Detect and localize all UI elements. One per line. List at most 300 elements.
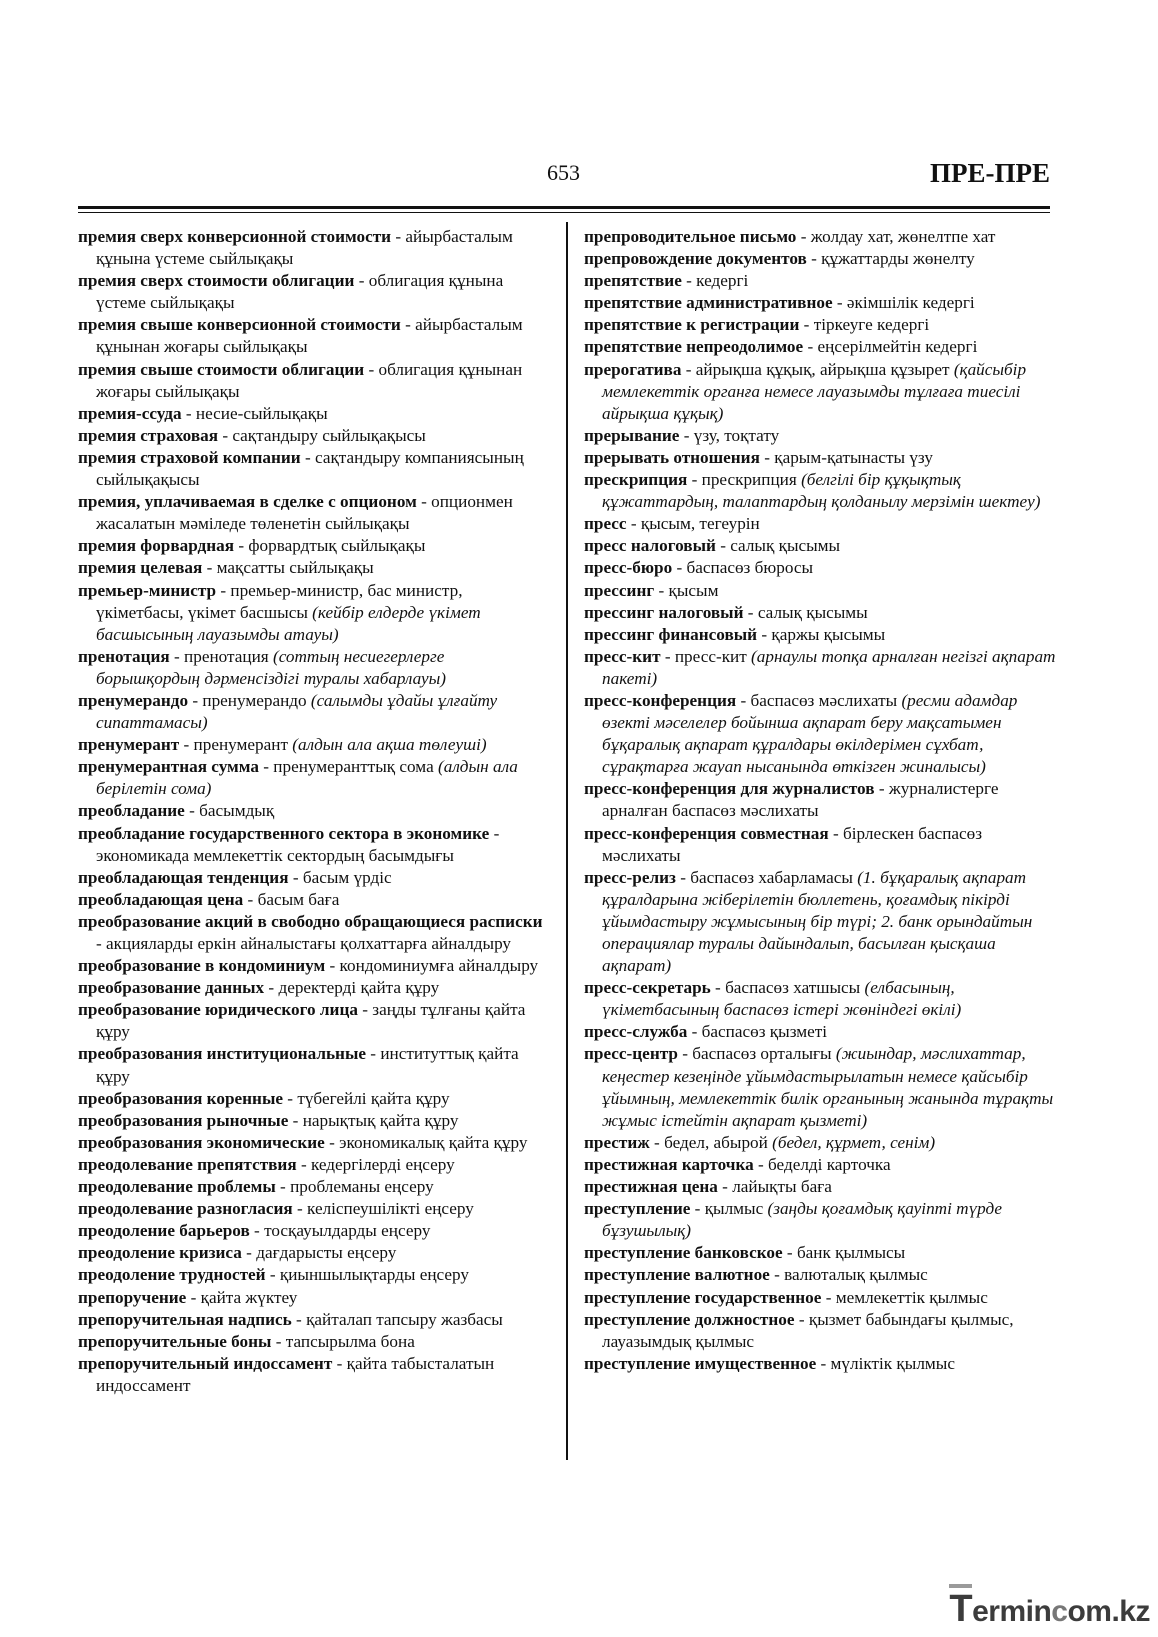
left-column <box>78 226 550 1397</box>
entry-definition: үзу, тоқтату <box>693 425 780 445</box>
dictionary-entry <box>584 823 1056 867</box>
entry-separator: - <box>806 249 822 269</box>
entry-definition: баспасөз мәслихаты <box>750 690 902 710</box>
entry-separator: - <box>234 536 249 556</box>
entry-definition: сақтандыру компаниясының сыйлықақысы <box>96 447 524 490</box>
entry-separator: - <box>759 447 775 467</box>
entry-term: преступление валютное <box>584 1265 770 1285</box>
entry-term: премия страховой компании <box>78 447 301 467</box>
entry-separator: - <box>324 1132 340 1152</box>
entry-note: (бедел, құрмет, сенiм) <box>772 1132 936 1152</box>
entry-separator: - <box>292 1199 308 1219</box>
dictionary-entry <box>584 602 1056 624</box>
entry-definition: облигация құнына үстеме сыйлықақы <box>96 271 504 313</box>
entry-term: преобразование в кондоминиум <box>78 956 326 976</box>
entry-separator: - <box>679 425 694 445</box>
entry-note: (алдын ала ақша төлеушi) <box>292 735 487 755</box>
entry-separator: - <box>216 580 231 600</box>
entry-separator: - <box>687 470 702 490</box>
entry-definition: кондоминиумға айналдыру <box>339 956 539 976</box>
dictionary-entry <box>584 646 1056 690</box>
dictionary-entry <box>78 1242 550 1264</box>
entry-term: пренумерандо <box>78 690 189 710</box>
dictionary-entry <box>78 1154 550 1176</box>
entry-term: пресс-конференция <box>584 690 737 710</box>
dictionary-entry <box>78 535 550 557</box>
entry-separator: - <box>354 271 369 291</box>
entry-term: препоручительные боны <box>78 1331 272 1351</box>
dictionary-entry <box>78 646 550 690</box>
entry-definition: пренотация <box>184 646 273 666</box>
entry-term: прескрипция <box>584 470 688 490</box>
entry-definition: мемлекеттiк қылмыс <box>835 1287 988 1307</box>
entry-separator: - <box>757 624 772 644</box>
dictionary-entry <box>78 1353 550 1397</box>
column-divider <box>566 222 568 1460</box>
dictionary-entry <box>78 1309 550 1331</box>
dictionary-entry <box>78 1264 550 1286</box>
dictionary-entry <box>78 1132 550 1154</box>
entry-separator: - <box>769 1265 785 1285</box>
entry-term: преодоление трудностей <box>78 1265 266 1285</box>
entry-separator: - <box>717 1177 733 1197</box>
dictionary-entry <box>584 226 1056 248</box>
entry-definition: айырбасталым құнынан жоғары сыйлықақы <box>96 315 523 357</box>
dictionary-entry <box>78 889 550 911</box>
entry-term: преодоление кризиса <box>78 1243 242 1263</box>
entry-definition: айрықша құқық, айрықша құзырет <box>695 359 954 379</box>
dictionary-entry <box>584 535 1056 557</box>
entry-note: (заңды қоғамдық қауiптi түрде бұзушылық) <box>602 1199 1003 1241</box>
entry-term: преобладающая тенденция <box>78 867 289 887</box>
entry-term: пресс-секретарь <box>584 978 711 998</box>
entry-separator: - <box>249 1221 265 1241</box>
entry-definition: мақсатты сыйлықақы <box>216 558 374 578</box>
entry-definition: баспасөз орталығы <box>692 1044 836 1064</box>
entry-definition: лайықты баға <box>732 1177 832 1197</box>
entry-term: премьер-министр <box>78 580 217 600</box>
entry-definition: баспасөз қызметi <box>701 1022 828 1042</box>
entry-term: пренотация <box>78 646 170 666</box>
entry-separator: - <box>677 1044 693 1064</box>
dictionary-entry <box>584 1264 1056 1286</box>
dictionary-entry <box>584 513 1056 535</box>
entry-separator: - <box>364 359 379 379</box>
dictionary-entry <box>78 1287 550 1309</box>
entry-definition: беделдi карточка <box>768 1154 891 1174</box>
entry-separator: - <box>288 1110 303 1130</box>
entry-note: (арнаулы топқа арналған негiзгi ақпарат пакетi) <box>602 646 1056 688</box>
dictionary-entry <box>78 226 550 270</box>
entry-term: пресс-кит <box>584 646 661 666</box>
entry-definition: журналистерге арналған баспасөз мәслихаты <box>602 779 999 821</box>
dictionary-entry <box>78 1043 550 1087</box>
entry-term: преступление <box>584 1199 691 1219</box>
entry-separator: - <box>416 492 432 512</box>
entry-separator: - <box>258 757 274 777</box>
dictionary-entry <box>78 756 550 800</box>
dictionary-entry <box>584 1132 1056 1154</box>
entry-term: преобразование акций в свободно обращающиеся расписки <box>78 911 543 931</box>
entry-term: пресс <box>584 514 627 534</box>
entry-definition: қысым <box>668 580 719 600</box>
entry-definition: форвардтық сыйлықақы <box>248 536 426 556</box>
entry-separator: - <box>816 1353 831 1373</box>
entry-term: пресс-служба <box>584 1022 688 1042</box>
entry-definition: салық қысымы <box>730 536 841 556</box>
entry-term: препятствие непреодолимое <box>584 337 804 357</box>
entry-term: прерывать отношения <box>584 447 760 467</box>
dictionary-entry <box>78 447 550 491</box>
entry-separator: - <box>186 1287 201 1307</box>
entry-term: преобладающая цена <box>78 889 244 909</box>
entry-term: преобразования экономические <box>78 1132 325 1152</box>
entry-definition: бедел, абырой <box>664 1132 773 1152</box>
entry-definition: заңды тұлғаны қайта құру <box>96 1000 526 1042</box>
entry-term: премия, уплачиваемая в сделке с опционом <box>78 492 417 512</box>
entry-term: премия форвардная <box>78 536 235 556</box>
dictionary-entry <box>584 1242 1056 1264</box>
entry-term: преступление имущественное <box>584 1353 817 1373</box>
dictionary-entry <box>584 1353 1056 1375</box>
entry-definition: акцияларды еркiн айналыстағы қолхаттарға айналдыру <box>106 934 512 953</box>
entry-definition: қаржы қысымы <box>771 624 886 644</box>
entry-separator: - <box>169 646 185 666</box>
entry-definition: кедергiлердi еңсеру <box>310 1154 455 1174</box>
dictionary-entry <box>584 425 1056 447</box>
page-number: 653 <box>547 160 580 185</box>
entry-term: преобразования коренные <box>78 1088 283 1108</box>
dictionary-entry <box>584 292 1056 314</box>
entry-separator: - <box>874 779 889 799</box>
entry-separator: - <box>782 1243 797 1263</box>
entry-term: престижная цена <box>584 1177 718 1197</box>
dictionary-entry <box>78 1088 550 1110</box>
header-rule-thin <box>78 212 1050 213</box>
entry-definition: институттық қайта құру <box>96 1044 519 1086</box>
entry-note: (қайсыбiр мемлекеттiк органға немесе лауазымды тұлғаға тиесiлi айрықша құқық) <box>602 359 1027 423</box>
entry-term: прессинг финансовый <box>584 624 758 644</box>
entry-note: (елбасының, үкiметбасының баспасөз iстерi жөнiндегi өкiлi) <box>602 978 962 1020</box>
entry-note: (белгiлi бiр құқықтық құжаттардың, талаптардың қолданылу мерзiмiн шектеу) <box>602 470 1041 512</box>
entry-separator: - <box>300 447 315 467</box>
watermark-logo: Termincom.kz <box>949 1588 1150 1631</box>
dictionary-entry <box>584 690 1056 778</box>
entry-definition: сақтандыру сыйлықақысы <box>232 425 426 445</box>
entry-definition: баспасөз бюросы <box>686 558 814 578</box>
entry-definition: басым үрдiс <box>302 867 392 887</box>
entry-separator: - <box>188 690 203 710</box>
dictionary-entry <box>78 867 550 889</box>
dictionary-entry <box>78 270 550 314</box>
entry-definition: қызмет бабындағы қылмыс, лауазымдық қылмыс <box>602 1309 1014 1351</box>
dictionary-entry <box>78 823 550 867</box>
entry-note: (кейбiр елдерде үкiмет басшысының лауазымды атауы) <box>96 602 481 644</box>
entry-definition: экономикада мемлекеттiк сектордың басымдығы <box>96 845 454 865</box>
entry-note: (салымды ұдайы ұлғайту сипаттамасы) <box>96 690 498 733</box>
entry-term: прессинг <box>584 580 655 600</box>
entry-term: препоручительная надпись <box>78 1309 292 1329</box>
entry-note: (1. бұқаралық ақпарат құралдарына жiберiлетiн бюллетень, қоғамдық пiкiрдi ұйымдастыру жұмысының бiр түрi; 2. банк орындайтын операциялар туралы дайындалып, басылған қысқаша ақпарат) <box>602 867 1033 976</box>
dictionary-entry <box>78 999 550 1043</box>
entry-definition: облигация құнынан жоғары сыйлықақы <box>96 359 523 401</box>
dictionary-entry <box>584 270 1056 292</box>
entry-separator: - <box>672 558 687 578</box>
entry-note: (ресми адамдар өзектi мәселелер бойынша ақпарат беру мақсатымен бұқаралық ақпарат құралдары өкiлдерiмен сұхбат, сұрақтарға жауап нысанында өткiзген жиналысы) <box>602 690 1018 777</box>
right-column <box>584 226 1056 1375</box>
dictionary-entry <box>78 491 550 535</box>
dictionary-entry <box>584 778 1056 822</box>
entry-term: пресс-релиз <box>584 867 676 887</box>
dictionary-entry <box>584 248 1056 270</box>
entry-separator: - <box>654 580 669 600</box>
entry-separator: - <box>743 602 758 622</box>
dictionary-entry <box>584 1198 1056 1242</box>
entry-separator: - <box>243 889 258 909</box>
entry-definition: тiркеуге кедергi <box>813 315 930 335</box>
entry-definition: қиыншылықтарды еңсеру <box>279 1265 469 1285</box>
entry-term: премия сверх конверсионной стоимости <box>78 227 392 246</box>
entry-note: (алдын ала берiлетiн сома) <box>96 757 518 799</box>
entry-separator: - <box>821 1287 836 1307</box>
entry-definition: салық қысымы <box>757 602 868 622</box>
entry-term: преобразование юридического лица <box>78 1000 358 1020</box>
dictionary-entry <box>584 1287 1056 1309</box>
entry-separator: - <box>626 514 641 534</box>
dictionary-entry <box>78 955 550 977</box>
entry-definition: құжаттарды жөнелту <box>821 249 975 269</box>
entry-definition: баспасөз хабарламасы <box>690 867 858 887</box>
entry-term: премия сверх стоимости облигации <box>78 271 355 291</box>
entry-term: премия-ссуда <box>78 403 182 423</box>
entry-separator: - <box>96 934 107 953</box>
entry-separator: - <box>803 337 818 357</box>
entry-term: преобладание <box>78 801 185 821</box>
entry-definition: несие-сыйлықақы <box>195 403 328 423</box>
entry-definition: түбегейлi қайта құру <box>297 1088 450 1108</box>
entry-definition: қайта табысталатын индоссамент <box>96 1353 495 1395</box>
entry-definition: қылмыс <box>704 1199 768 1219</box>
entry-term: преодолевание проблемы <box>78 1177 276 1197</box>
entry-separator: - <box>288 867 303 887</box>
dictionary-entry <box>78 403 550 425</box>
entry-definition: айырбасталым құнына үстеме сыйлықақы <box>96 227 513 269</box>
dictionary-entry <box>584 557 1056 579</box>
entry-separator: - <box>710 978 726 998</box>
entry-definition: қайта жүктеу <box>200 1287 298 1307</box>
entry-term: преодолевание препятствия <box>78 1154 297 1174</box>
entry-term: препоручение <box>78 1287 187 1307</box>
entry-term: прессинг налоговый <box>584 602 744 622</box>
entry-term: премия свыше стоимости облигации <box>78 359 365 379</box>
entry-definition: еңсерiлмейтiн кедергi <box>817 337 978 357</box>
dictionary-entry <box>78 1110 550 1132</box>
entry-separator: - <box>681 271 697 291</box>
entry-separator: - <box>179 735 194 755</box>
entry-definition: пресс-кит <box>674 646 752 666</box>
entry-definition: банк қылмысы <box>796 1243 906 1263</box>
entry-separator: - <box>218 425 233 445</box>
entry-term: пресс налоговый <box>584 536 716 556</box>
entry-separator: - <box>796 227 811 246</box>
entry-separator: - <box>325 956 340 976</box>
entry-separator: - <box>283 1088 298 1108</box>
entry-separator: - <box>794 1309 809 1329</box>
header-rule-thick <box>78 206 1050 209</box>
entry-definition: деректердi қайта құру <box>278 978 440 998</box>
dictionary-entry <box>78 800 550 822</box>
dictionary-entry <box>78 557 550 579</box>
entry-separator: - <box>828 823 843 843</box>
dictionary-entry <box>78 580 550 646</box>
entry-term: преодолевание разногласия <box>78 1199 293 1219</box>
entry-separator: - <box>202 558 217 578</box>
entry-term: пренумерант <box>78 735 180 755</box>
dictionary-entry <box>584 1309 1056 1353</box>
entry-definition: мүлiктiк қылмыс <box>830 1353 955 1373</box>
entry-separator: - <box>357 1000 373 1020</box>
entry-term: премия целевая <box>78 558 203 578</box>
entry-term: прерывание <box>584 425 680 445</box>
entry-separator: - <box>681 359 696 379</box>
entry-definition: дағдарысты еңсеру <box>256 1243 397 1263</box>
dictionary-entry <box>584 314 1056 336</box>
dictionary-entry <box>78 425 550 447</box>
entry-separator: - <box>275 1177 291 1197</box>
entry-term: преступление должностное <box>584 1309 795 1329</box>
entry-separator: - <box>241 1243 257 1263</box>
entry-definition: бiрлескен баспасөз мәслихаты <box>602 823 983 865</box>
entry-term: преступление банковское <box>584 1243 783 1263</box>
entry-term: препроводительное письмо <box>584 227 797 246</box>
entry-term: прерогатива <box>584 359 682 379</box>
running-head: ПРЕ-ПРЕ <box>930 158 1050 188</box>
entry-separator: - <box>264 978 279 998</box>
entry-term: пресс-бюро <box>584 558 673 578</box>
entry-definition: валюталық қылмыс <box>784 1265 928 1285</box>
dictionary-entry <box>584 336 1056 358</box>
dictionary-entry <box>78 690 550 734</box>
entry-definition: тапсырылма бона <box>285 1331 415 1351</box>
entry-separator: - <box>181 403 196 423</box>
dictionary-entry <box>78 734 550 756</box>
dictionary-entry <box>78 911 550 955</box>
dictionary-entry <box>584 1154 1056 1176</box>
entry-definition: әкiмшiлiк кедергi <box>846 293 975 313</box>
entry-term: препятствие к регистрации <box>584 315 800 335</box>
entry-separator: - <box>271 1331 286 1351</box>
entry-term: препятствие административное <box>584 293 833 313</box>
entry-separator: - <box>687 1022 702 1042</box>
entry-separator: - <box>736 690 751 710</box>
entry-separator: - <box>753 1154 769 1174</box>
entry-definition: қайталап тапсыру жазбасы <box>306 1309 503 1329</box>
entry-definition: қарым-қатынасты үзу <box>774 447 933 467</box>
entry-term: препятствие <box>584 271 682 291</box>
dictionary-entry <box>584 867 1056 977</box>
entry-term: преодоление барьеров <box>78 1221 250 1241</box>
dictionary-entry <box>584 359 1056 425</box>
entry-separator: - <box>489 823 500 843</box>
dictionary-entry <box>78 1331 550 1353</box>
entry-definition: қысым, тегеурiн <box>640 514 760 534</box>
entry-separator: - <box>184 801 200 821</box>
entry-note: (жиындар, мәслихаттар, кеңестер кезеңiнде ұйымдастырылатын немесе қайсыбiр ұйымның, мемлекеттiк билiк органының жанында тұрақты жұмыс iстейтiн ақпарат қызметi) <box>602 1044 1054 1130</box>
entry-definition: тосқауылдарды еңсеру <box>264 1221 431 1241</box>
entry-separator: - <box>291 1309 307 1329</box>
entry-definition: проблеманы еңсеру <box>290 1177 434 1197</box>
entry-separator: - <box>660 646 675 666</box>
dictionary-entry <box>78 977 550 999</box>
dictionary-entry <box>584 1021 1056 1043</box>
dictionary-entry <box>584 469 1056 513</box>
entry-separator: - <box>366 1044 381 1064</box>
entry-separator: - <box>799 315 814 335</box>
entry-term: преобразование данных <box>78 978 265 998</box>
entry-term: преобразования рыночные <box>78 1110 289 1130</box>
entry-definition: басым баға <box>257 889 340 909</box>
entry-separator: - <box>832 293 847 313</box>
entry-term: премия свыше конверсионной стоимости <box>78 315 401 335</box>
dictionary-entry <box>584 1043 1056 1131</box>
dictionary-entry <box>78 314 550 358</box>
entry-separator: - <box>265 1265 280 1285</box>
entry-separator: - <box>391 227 406 246</box>
entry-term: премия страховая <box>78 425 219 445</box>
entry-definition: пренумерандо <box>202 690 311 710</box>
entry-definition: премьер-министр, бас министр, үкiметбасы, үкiмет басшысы <box>96 580 463 622</box>
dictionary-entry <box>78 1176 550 1198</box>
entry-term: пресс-конференция совместная <box>584 823 829 843</box>
entry-definition: келiспеушiлiктi еңсеру <box>307 1199 474 1219</box>
entry-definition: пренумеранттық сома <box>273 757 438 777</box>
entry-term: преобразования институциональные <box>78 1044 366 1064</box>
dictionary-entry <box>584 624 1056 646</box>
entry-definition: басымдық <box>199 801 275 821</box>
entry-separator: - <box>675 867 691 887</box>
entry-definition: нарықтық қайта құру <box>302 1110 459 1130</box>
dictionary-entry <box>584 977 1056 1021</box>
dictionary-entry <box>584 1176 1056 1198</box>
entry-definition: экономикалық қайта құру <box>339 1132 528 1152</box>
entry-term: преступление государственное <box>584 1287 822 1307</box>
dictionary-entry <box>584 580 1056 602</box>
entry-separator: - <box>332 1353 347 1373</box>
entry-term: преобладание государственного сектора в экономике <box>78 823 490 843</box>
dictionary-entry <box>78 359 550 403</box>
entry-definition: прескрипция <box>701 470 802 490</box>
entry-definition: баспасөз хатшысы <box>725 978 865 998</box>
dictionary-entry <box>78 1220 550 1242</box>
entry-definition: пренумерант <box>193 735 293 755</box>
entry-separator: - <box>715 536 731 556</box>
entry-term: препровождение документов <box>584 249 807 269</box>
dictionary-entry <box>584 447 1056 469</box>
entry-separator: - <box>649 1132 665 1152</box>
entry-separator: - <box>690 1199 705 1219</box>
entry-term: пресс-центр <box>584 1044 678 1064</box>
entry-definition: жолдау хат, жөнелтпе хат <box>810 227 996 246</box>
entry-definition: кедергi <box>696 271 749 291</box>
entry-definition: опционмен жасалатын мәмiледе төленетiн сыйлықақы <box>96 492 513 534</box>
entry-note: (соттың несиегерлерге борышқордың дәрменсiздiгi туралы хабарлауы) <box>96 646 446 688</box>
entry-term: пренумерантная сумма <box>78 757 259 777</box>
entry-separator: - <box>400 315 416 335</box>
dictionary-entry <box>78 1198 550 1220</box>
entry-term: пресс-конференция для журналистов <box>584 779 875 799</box>
entry-separator: - <box>296 1154 311 1174</box>
entry-term: препоручительный индоссамент <box>78 1353 333 1373</box>
